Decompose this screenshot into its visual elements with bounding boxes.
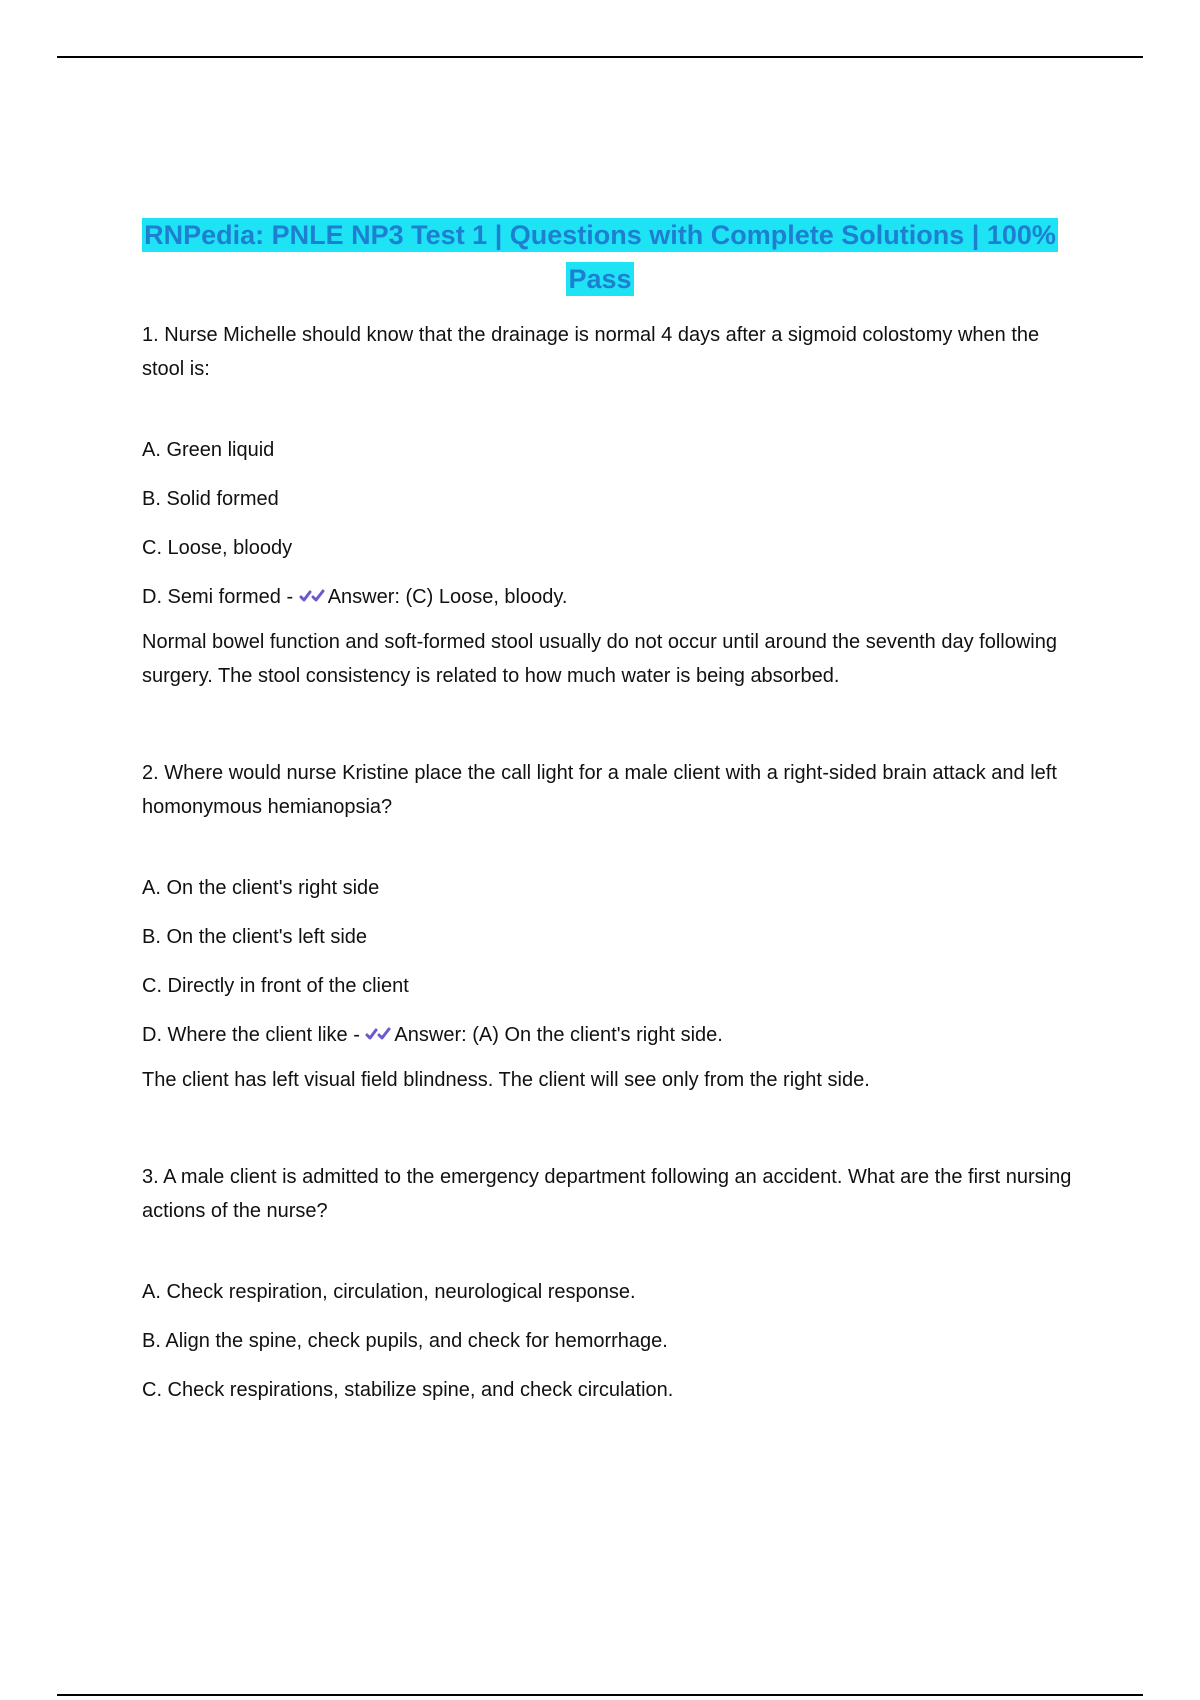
question-text: 2. Where would nurse Kristine place the call light for a male client with a right-sided brain attack and left homonymous hemianopsia? bbox=[142, 762, 1057, 818]
answer-option: C. Directly in front of the client bbox=[142, 975, 409, 997]
top-rule bbox=[57, 56, 1143, 58]
double-check-icon bbox=[365, 1024, 391, 1044]
answer-option-with-answer bbox=[142, 580, 1082, 614]
question-block bbox=[142, 756, 1082, 1097]
answer-option: A. Check respiration, circulation, neurological response. bbox=[142, 1281, 636, 1303]
answer-option: A. On the client's right side bbox=[142, 877, 380, 899]
answer-option: C. Loose, bloody bbox=[142, 537, 293, 559]
correct-answer: Answer: (A) On the client's right side. bbox=[394, 1024, 723, 1046]
answer-option: D. Where the client like - bbox=[142, 1024, 366, 1046]
answer-option: B. Align the spine, check pupils, and check for hemorrhage. bbox=[142, 1330, 668, 1352]
question-text: 1. Nurse Michelle should know that the drainage is normal 4 days after a sigmoid colostomy when the stool is: bbox=[142, 324, 1040, 380]
question-block bbox=[142, 1160, 1082, 1407]
correct-answer: Answer: (C) Loose, bloody. bbox=[327, 586, 568, 608]
answer-option: A. Green liquid bbox=[142, 439, 275, 461]
question-text: 3. A male client is admitted to the emergency department following an accident. What are the first nursing actions of the nurse? bbox=[142, 1166, 1072, 1222]
questions-body bbox=[142, 318, 1082, 1422]
answer-option: B. On the client's left side bbox=[142, 926, 368, 948]
answer-rationale: The client has left visual field blindness. The client will see only from the right side. bbox=[142, 1069, 870, 1091]
answer-option: B. Solid formed bbox=[142, 488, 279, 510]
double-check-icon bbox=[299, 586, 325, 606]
bottom-rule bbox=[57, 1694, 1143, 1696]
document-title bbox=[140, 213, 1060, 301]
answer-option-with-answer bbox=[142, 1018, 1082, 1052]
title-highlight: RNPedia: PNLE NP3 Test 1 | Questions with Complete Solutions | 100% Pass bbox=[144, 220, 1056, 294]
answer-option: C. Check respirations, stabilize spine, and check circulation. bbox=[142, 1379, 674, 1401]
answer-rationale: Normal bowel function and soft-formed stool usually do not occur until around the seventh day following surgery. The stool consistency is related to how much water is being absorbed. bbox=[142, 631, 1057, 687]
answer-option: D. Semi formed - bbox=[142, 586, 299, 608]
question-block bbox=[142, 318, 1082, 693]
